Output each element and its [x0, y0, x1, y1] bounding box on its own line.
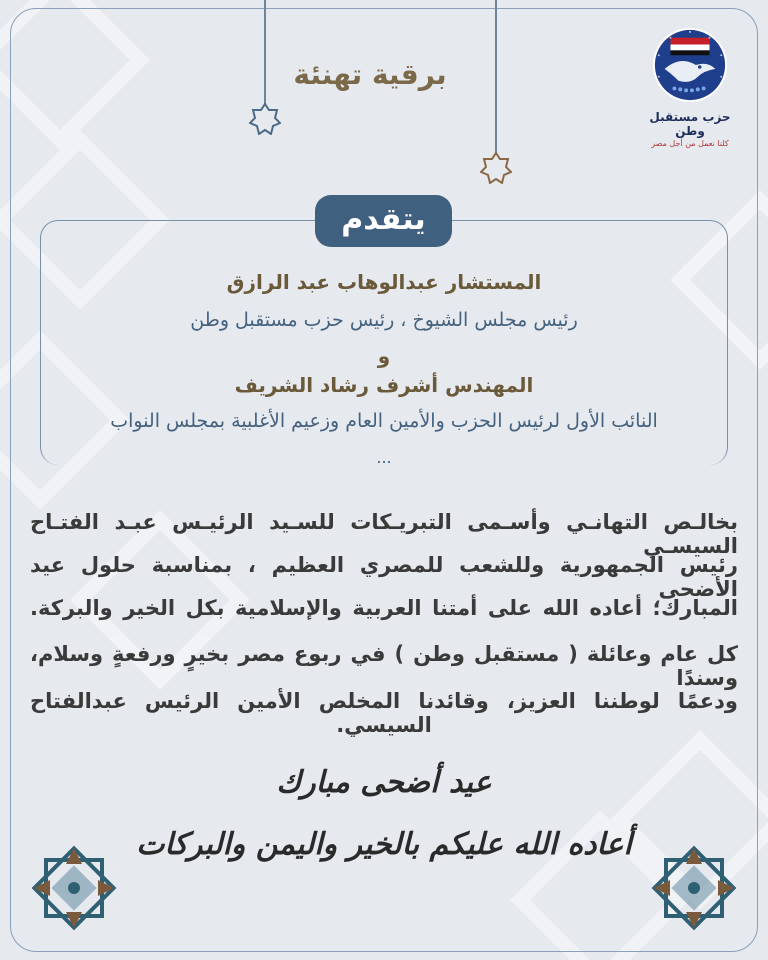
first-sender-name: المستشار عبدالوهاب عبد الرازق	[226, 270, 542, 294]
outer-frame	[10, 8, 758, 952]
star-ornament-icon	[480, 152, 512, 184]
corner-ornament-left-icon	[30, 844, 118, 932]
message-line-4: كل عام وعائلة ( مستقبل وطن ) في ربوع مصر بخيرٍ ورفعةٍ وسلام، وسندًا	[30, 642, 738, 690]
eagle-logo-icon	[651, 26, 729, 104]
conjunction: و	[377, 344, 391, 368]
message-line-5: ودعمًا لوطننا العزيز، وقائدنا المخلص الأمين الرئيس عبدالفتاح السيسي.	[30, 689, 738, 737]
page-title: برقية تهنئة	[293, 58, 447, 91]
second-sender-role: النائب الأول لرئيس الحزب والأمين العام وزعيم الأغلبية بمجلس النواب	[110, 410, 658, 432]
eid-greeting: عيد أضحى مبارك	[276, 765, 492, 800]
message-line-1: بخالـص التهانـي وأسـمى التبريـكات للسـيد الرئيـس عبـد الفتـاح السيسـي	[30, 510, 738, 558]
ellipsis: ...	[376, 448, 392, 467]
message-line-3: المبارك؛ أعاده الله على أمتنا العربية والإسلامية بكل الخير والبركة.	[30, 596, 738, 620]
party-name: حزب مستقبل وطن	[649, 110, 731, 138]
party-slogan: كلنا نعمل من أجل مصر	[651, 139, 729, 148]
party-logo	[642, 26, 738, 149]
presents-badge: يتقدم	[315, 195, 452, 247]
eid-wish: أعاده الله عليكم بالخير واليمن والبركات	[136, 827, 632, 862]
second-sender-name: المهندس أشرف رشاد الشريف	[234, 373, 534, 397]
corner-ornament-right-icon	[650, 844, 738, 932]
first-sender-role: رئيس مجلس الشيوخ ، رئيس حزب مستقبل وطن	[190, 309, 578, 331]
message-line-2: رئيس الجمهورية وللشعب للمصري العظيم ، بمناسبة حلول عيد الأضحى	[30, 553, 738, 601]
star-ornament-icon	[249, 103, 281, 135]
